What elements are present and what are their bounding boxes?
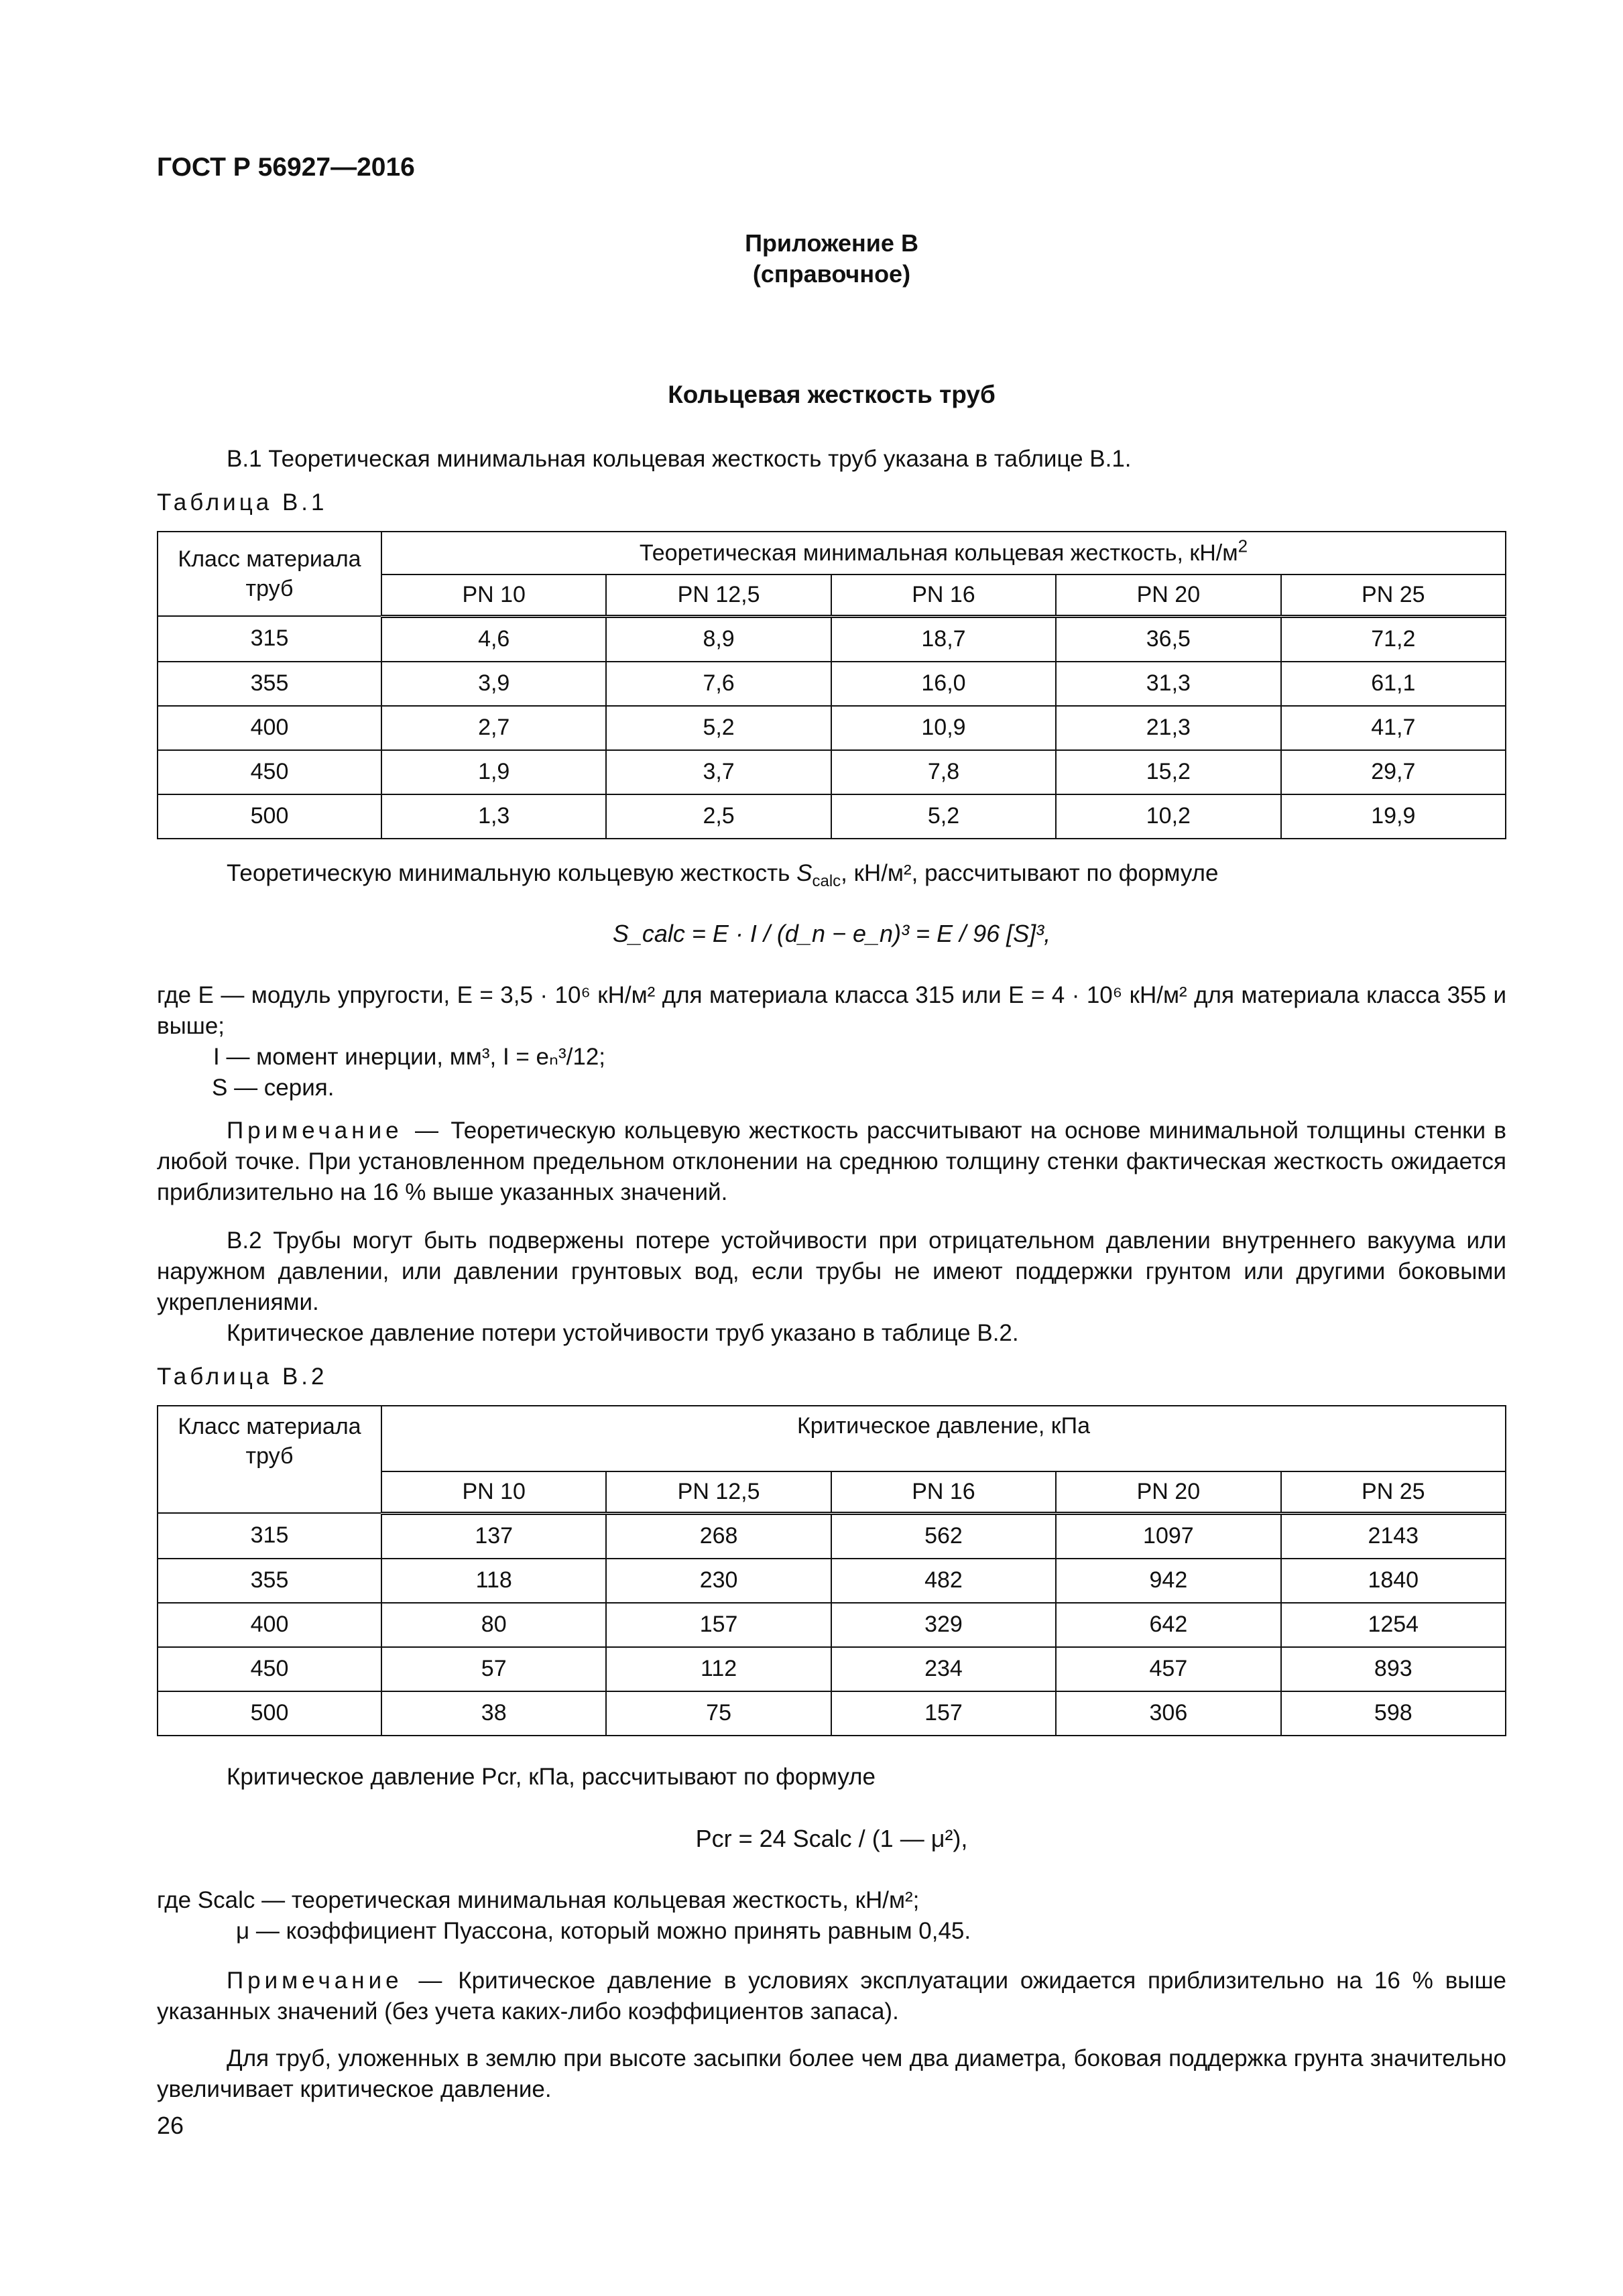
document-code: ГОСТ Р 56927—2016 — [157, 153, 415, 182]
definitions-2 — [157, 1885, 1506, 1947]
formula-2: Pcr = 24 Scalc / (1 — μ²), — [695, 1825, 968, 1852]
note-2: Примечание — Критическое давление в условиях эксплуатации ожидается приблизительно на 16 % выше указанных значений (без учета каких-либо коэффициентов запаса). — [157, 1968, 1506, 2025]
table1-col-header: PN 16 — [831, 575, 1056, 616]
paragraph-b2: В.2 Трубы могут быть подвержены потере устойчивости при отрицательном давлении внутреннего вакуума или наружном давлении, или давлении грунтовых вод, если трубы не имеют поддержки грунтом или другими боковыми укреплениями. — [157, 1227, 1506, 1315]
definition-line: где Scalc — теоретическая минимальная кольцевая жесткость, кН/м²; — [157, 1887, 920, 1913]
table1-col-header: PN 25 — [1281, 575, 1506, 616]
table1-class-header: Класс материала труб — [158, 532, 381, 616]
formula1-intro: Теоретическую минимальную кольцевую жесткость $S_{calc}$, кН/м², рассчитывают по формуле — [227, 860, 1219, 890]
definition-line: I — момент инерции, мм³, I = eₙ³/12; — [213, 1044, 606, 1070]
table-row: 450 57 112 234 457 893 — [158, 1647, 1506, 1691]
formula2-intro: Критическое давление Pcr, кПа, рассчитывают по формуле — [227, 1764, 876, 1790]
table-row: 500 38 75 157 306 598 — [158, 1691, 1506, 1736]
table1-col-header: PN 12,5 — [606, 575, 831, 616]
table-1 — [157, 531, 1506, 839]
table1-col-header: PN 10 — [381, 575, 606, 616]
table-row: 400 80 157 329 642 1254 — [158, 1603, 1506, 1647]
table-row: 400 2,7 5,2 10,9 21,3 41,7 — [158, 706, 1506, 750]
table2-col-header: PN 10 — [381, 1471, 606, 1513]
table2-col-header: PN 16 — [831, 1471, 1056, 1513]
definition-line: S — серия. — [212, 1075, 335, 1101]
table-row: 355 118 230 482 942 1840 — [158, 1559, 1506, 1603]
table-row: 450 1,9 3,7 7,8 15,2 29,7 — [158, 750, 1506, 794]
annex-type: (справочное) — [752, 260, 911, 288]
table-2 — [157, 1405, 1506, 1736]
table2-col-header: PN 25 — [1281, 1471, 1506, 1513]
table2-col-header: PN 12,5 — [606, 1471, 831, 1513]
page-number: 26 — [157, 2112, 184, 2139]
table-row: 355 3,9 7,6 16,0 31,3 61,1 — [158, 662, 1506, 706]
section-title: Кольцевая жесткость труб — [668, 381, 996, 408]
table1-group-header: Теоретическая минимальная кольцевая жесткость, $кН/м^2$ — [381, 532, 1506, 575]
table-row: 315 4,6 8,9 18,7 36,5 71,2 — [158, 616, 1506, 662]
table1-col-header: PN 20 — [1056, 575, 1280, 616]
definition-line: где E — модуль упругости, E = 3,5 · 10⁶ кН/м² для материала класса 315 или E = 4 · 10⁶ кН/м² для материала класса 355 и выше; — [157, 982, 1506, 1039]
table-row: 315 137 268 562 1097 2143 — [158, 1513, 1506, 1559]
table2-col-header: PN 20 — [1056, 1471, 1280, 1513]
table1-caption: Таблица В.1 — [157, 489, 328, 516]
table2-class-header: Класс материала труб — [158, 1406, 381, 1513]
paragraph-last: Для труб, уложенных в землю при высоте засыпки более чем два диаметра, боковая поддержка грунта значительно увеличивает критическое давление. — [157, 2045, 1506, 2102]
table2-caption: Таблица В.2 — [157, 1364, 328, 1390]
paragraph-b2-table-ref: Критическое давление потери устойчивости труб указано в таблице В.2. — [227, 1320, 1019, 1346]
annex-label: Приложение В — [745, 229, 918, 257]
formula-1: S_calc = E · I / (d_n − e_n)³ = E / 96 [S]³, — [612, 920, 1051, 947]
note-1: Примечание — Теоретическую кольцевую жесткость рассчитывают на основе минимальной толщины стенки в любой точке. При установленном предельном отклонении на среднюю толщину стенки фактическая жесткость ожидается приблизительно на 16 % выше указанных значений. — [157, 1117, 1506, 1205]
definitions-1 — [157, 980, 1506, 1103]
definition-line: μ — коэффициент Пуассона, который можно принять равным 0,45. — [236, 1918, 971, 1944]
table-row: 500 1,3 2,5 5,2 10,2 19,9 — [158, 794, 1506, 839]
paragraph-b1: В.1 Теоретическая минимальная кольцевая жесткость труб указана в таблице В.1. — [227, 446, 1132, 472]
table2-group-header: Критическое давление, кПа — [381, 1406, 1506, 1471]
